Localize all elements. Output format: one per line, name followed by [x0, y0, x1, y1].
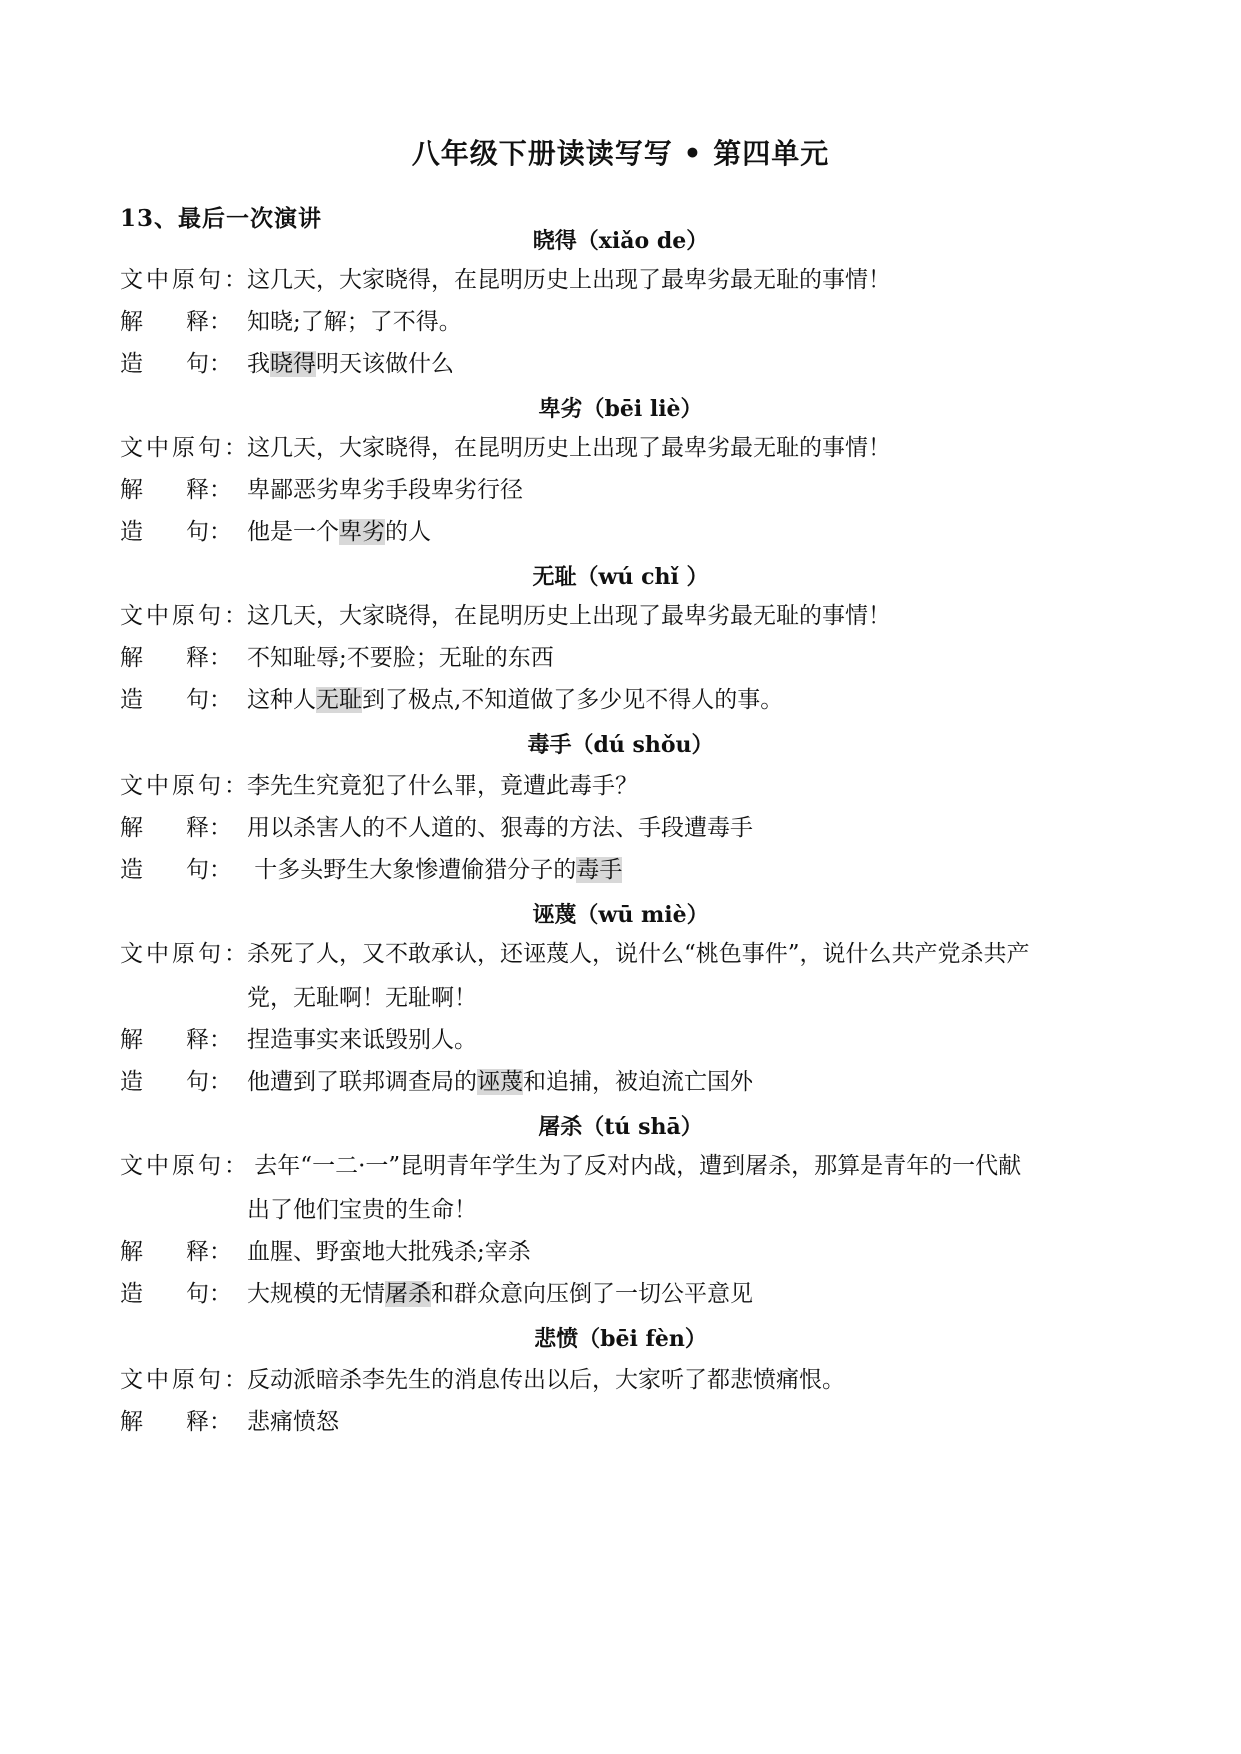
explanation: 解 释： 捏造事实来诋毁别人。 — [120, 1027, 477, 1053]
explanation: 解 释： 用以杀害人的不人道的、狠毒的方法、手段遭毒手 — [120, 815, 753, 841]
word-heading: 诬蔑（wū miè） — [532, 902, 709, 928]
example-sentence: 造 句： 他是一个卑劣的人 — [120, 519, 431, 545]
page-title: 八年级下册读读写写 • 第四单元 — [411, 137, 830, 170]
highlighted-word: 屠杀 — [385, 1281, 431, 1307]
original-sentence: 文中原句：这几天，大家晓得，在昆明历史上出现了最卑劣最无耻的事情！ — [120, 435, 891, 461]
explanation: 解 释： 卑鄙恶劣卑劣手段卑劣行径 — [120, 477, 523, 503]
explanation: 解 释： 血腥、野蛮地大批残杀;宰杀 — [120, 1239, 531, 1265]
highlighted-word: 卑劣 — [339, 519, 385, 545]
word-heading: 卑劣（bēi liè） — [538, 396, 703, 422]
original-sentence: 文中原句：这几天，大家晓得，在昆明历史上出现了最卑劣最无耻的事情！ — [120, 267, 891, 293]
example-sentence: 造 句： 这种人无耻到了极点,不知道做了多少见不得人的事。 — [120, 687, 784, 713]
original-sentence: 文中原句：这几天，大家晓得，在昆明历史上出现了最卑劣最无耻的事情！ — [120, 603, 891, 629]
word-heading: 晓得（xiǎo de） — [532, 228, 709, 254]
original-sentence-continued: 出了他们宝贵的生命！ — [247, 1197, 477, 1223]
highlighted-word: 毒手 — [576, 857, 623, 883]
word-heading: 无耻（wú chǐ ） — [532, 564, 709, 590]
original-sentence: 文中原句：李先生究竟犯了什么罪，竟遭此毒手？ — [120, 773, 638, 799]
highlighted-word: 无耻 — [316, 687, 362, 713]
word-heading: 屠杀（tú shā） — [538, 1114, 703, 1140]
original-sentence: 文中原句：杀死了人，又不敢承认，还诬蔑人，说什么“桃色事件”，说什么共产党杀共产 — [120, 941, 1030, 967]
example-sentence: 造 句： 大规模的无情屠杀和群众意向压倒了一切公平意见 — [120, 1281, 753, 1307]
word-heading: 悲愤（bēi fèn） — [534, 1326, 707, 1352]
original-sentence: 文中原句： 去年“一二·一”昆明青年学生为了反对内战，遭到屠杀，那算是青年的一代献 — [120, 1153, 1022, 1179]
highlighted-word: 晓得 — [270, 351, 316, 377]
section-heading: 13、最后一次演讲 — [120, 205, 323, 232]
example-sentence: 造 句： 十多头野生大象惨遭偷猎分子的毒手 — [120, 857, 623, 883]
original-sentence: 文中原句：反动派暗杀李先生的消息传出以后，大家听了都悲愤痛恨。 — [120, 1367, 845, 1393]
example-sentence: 造 句： 我晓得明天该做什么 — [120, 351, 454, 377]
original-sentence-continued: 党，无耻啊！无耻啊！ — [247, 985, 477, 1011]
explanation: 解 释： 不知耻辱;不要脸；无耻的东西 — [120, 645, 554, 671]
highlighted-word: 诬蔑 — [477, 1069, 523, 1095]
word-heading: 毒手（dú shǒu） — [527, 732, 714, 758]
example-sentence: 造 句： 他遭到了联邦调查局的诬蔑和追捕，被迫流亡国外 — [120, 1069, 753, 1095]
explanation: 解 释： 悲痛愤怒 — [120, 1409, 339, 1435]
explanation: 解 释： 知晓;了解；了不得。 — [120, 309, 462, 335]
